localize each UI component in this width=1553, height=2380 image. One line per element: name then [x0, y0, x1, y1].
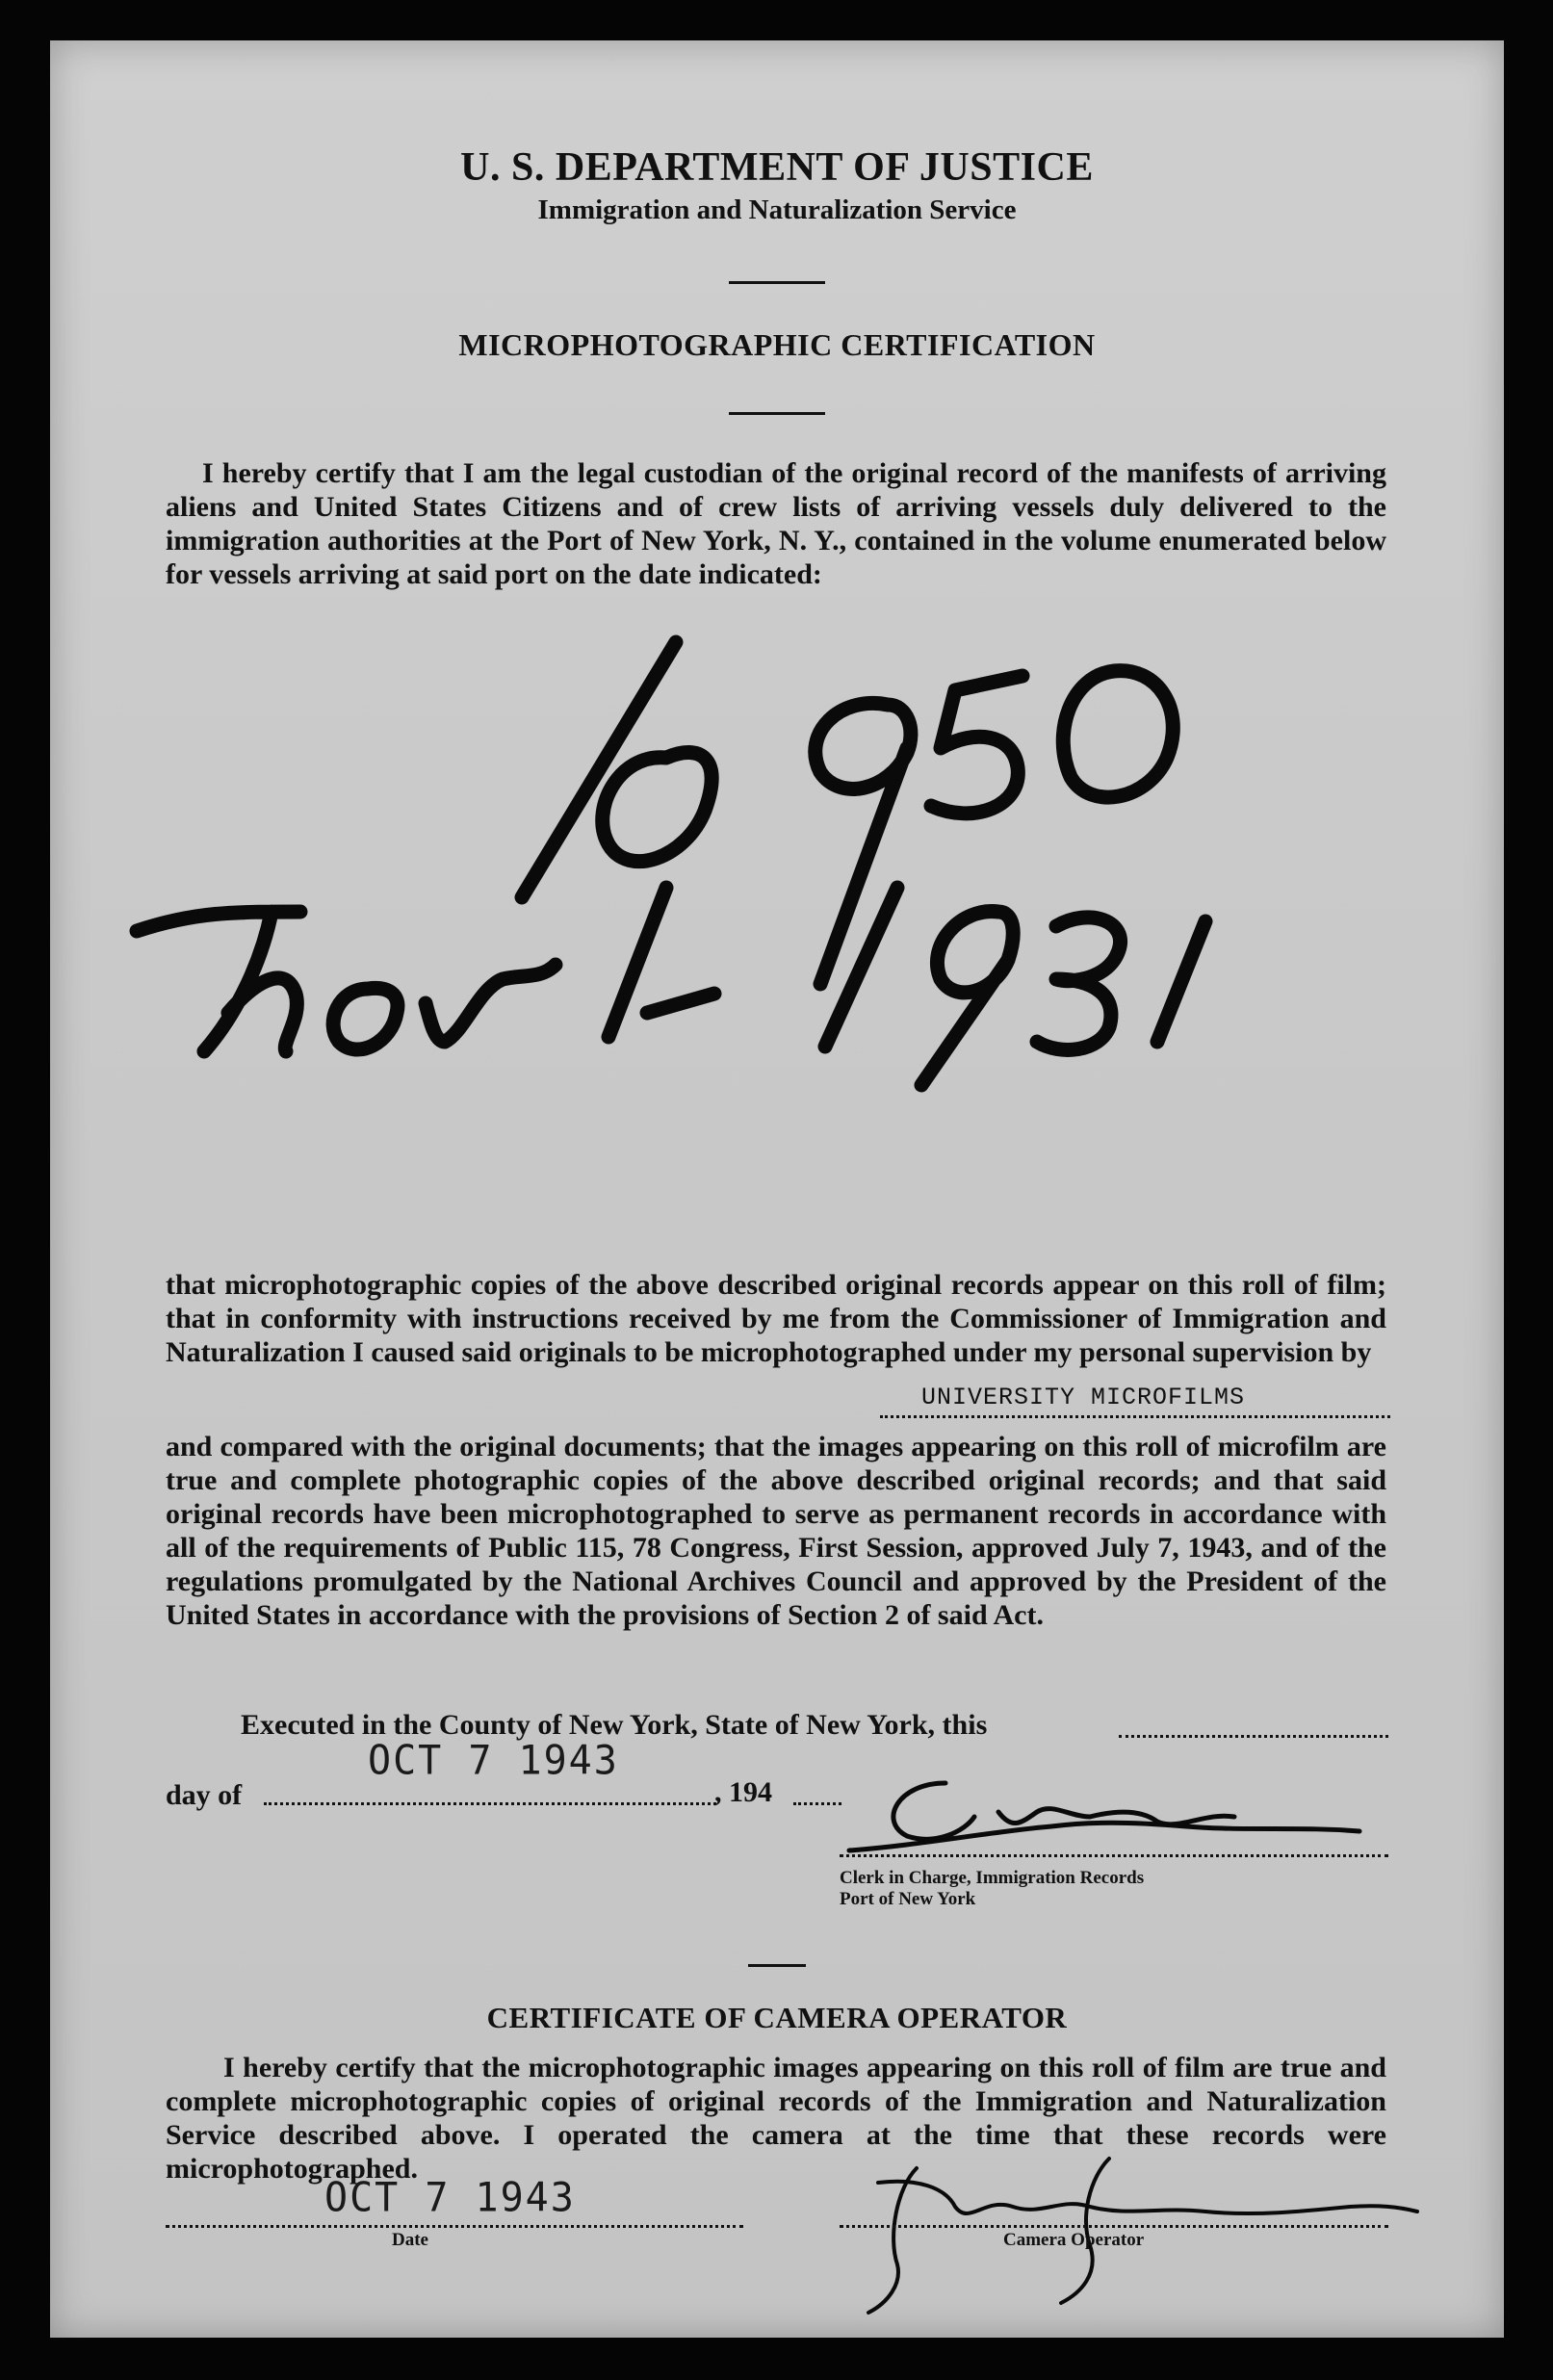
- handwritten-digit: [931, 676, 1022, 814]
- camera-operator-label: Camera Operator: [1003, 2230, 1145, 2250]
- body-paragraph-part2: and compared with the original documents; that the images appearing on this roll of microfilm are true and complete photographic copies of the above described original records; and that said original records have been microphotographed to serve as permanent records in accordance with all of the requirements of Public 115, 78 Congress, First Session, approved July 7, 1943, and of the regulations promulgated by the National Archives Council and approved by the President of the United States in accordance with the provisions of Section 2 of said Act.: [166, 1431, 1386, 1631]
- handwritten-letter: [137, 912, 300, 1051]
- camera-certificate-text: I hereby certify that the microphotographic images appearing on this roll of film are true and complete microphotographic copies of original records of the Immigration and Naturalization Service described above. I operated the camera at the time that these records were microphotographed.: [166, 2052, 1386, 2185]
- date-label: Date: [392, 2230, 428, 2250]
- executed-text: Executed in the County of New York, State of New York, this: [241, 1709, 988, 1741]
- camera-certificate-title: CERTIFICATE OF CAMERA OPERATOR: [486, 2001, 1068, 2034]
- date-stamp: OCT 7 1943: [368, 1737, 619, 1785]
- handwritten-letter: [426, 965, 556, 1042]
- handwritten-letter: [333, 988, 398, 1049]
- handwriting-layer: [50, 40, 1504, 2338]
- intro-paragraph: I hereby certify that I am the legal custodian of the original record of the manifests of arriving aliens and United States Citizens and of crew lists of arriving vessels duly delivered to the immigration authorities at the Port of New York, N. Y., contained in the volume enumerated below for vessels arriving at said port on the date indicated:: [166, 457, 1386, 590]
- signature-line: [840, 1827, 1388, 1857]
- dotted-line: [1119, 1714, 1388, 1738]
- handwritten-digit: [1157, 921, 1205, 1042]
- handwritten-digit: [603, 753, 712, 862]
- day-of-label: day of: [166, 1779, 243, 1811]
- service-heading: Immigration and Naturalization Service: [537, 194, 1017, 225]
- typed-company-name: UNIVERSITY MICROFILMS: [921, 1384, 1246, 1411]
- handwritten-digit: [921, 912, 1013, 1085]
- dotted-line: [793, 1781, 841, 1805]
- operator-signature-line: [840, 2202, 1388, 2228]
- handwritten-digit: [1037, 918, 1121, 1050]
- handwritten-digit: [825, 888, 897, 1047]
- handwritten-digit: [1063, 671, 1173, 797]
- divider: [748, 1964, 806, 1967]
- clerk-title: [840, 1868, 1144, 1910]
- date-line: [166, 2202, 743, 2228]
- clerk-title-line1: Clerk in Charge, Immigration Records: [840, 1868, 1145, 1888]
- body-paragraph-part1: that microphotographic copies of the above described original records appear on this roll of film; that in conformity with instructions received by me from the Commissioner of Immigration and Naturalization I caused said originals to be microphotographed under my personal supervision by: [166, 1269, 1386, 1368]
- certificate-sheet: [50, 40, 1504, 2338]
- handwritten-dash: [647, 994, 714, 1013]
- handwritten-digit: [815, 703, 911, 984]
- year-prefix: , 194: [714, 1776, 772, 1808]
- department-heading: U. S. DEPARTMENT OF JUSTICE: [460, 145, 1094, 190]
- dotted-line: [264, 1781, 716, 1805]
- certification-title: MICROPHOTOGRAPHIC CERTIFICATION: [458, 327, 1096, 362]
- camera-date-stamp: OCT 7 1943: [324, 2174, 576, 2222]
- dotted-line: [880, 1386, 1390, 1418]
- clerk-title-line2: Port of New York: [840, 1889, 976, 1909]
